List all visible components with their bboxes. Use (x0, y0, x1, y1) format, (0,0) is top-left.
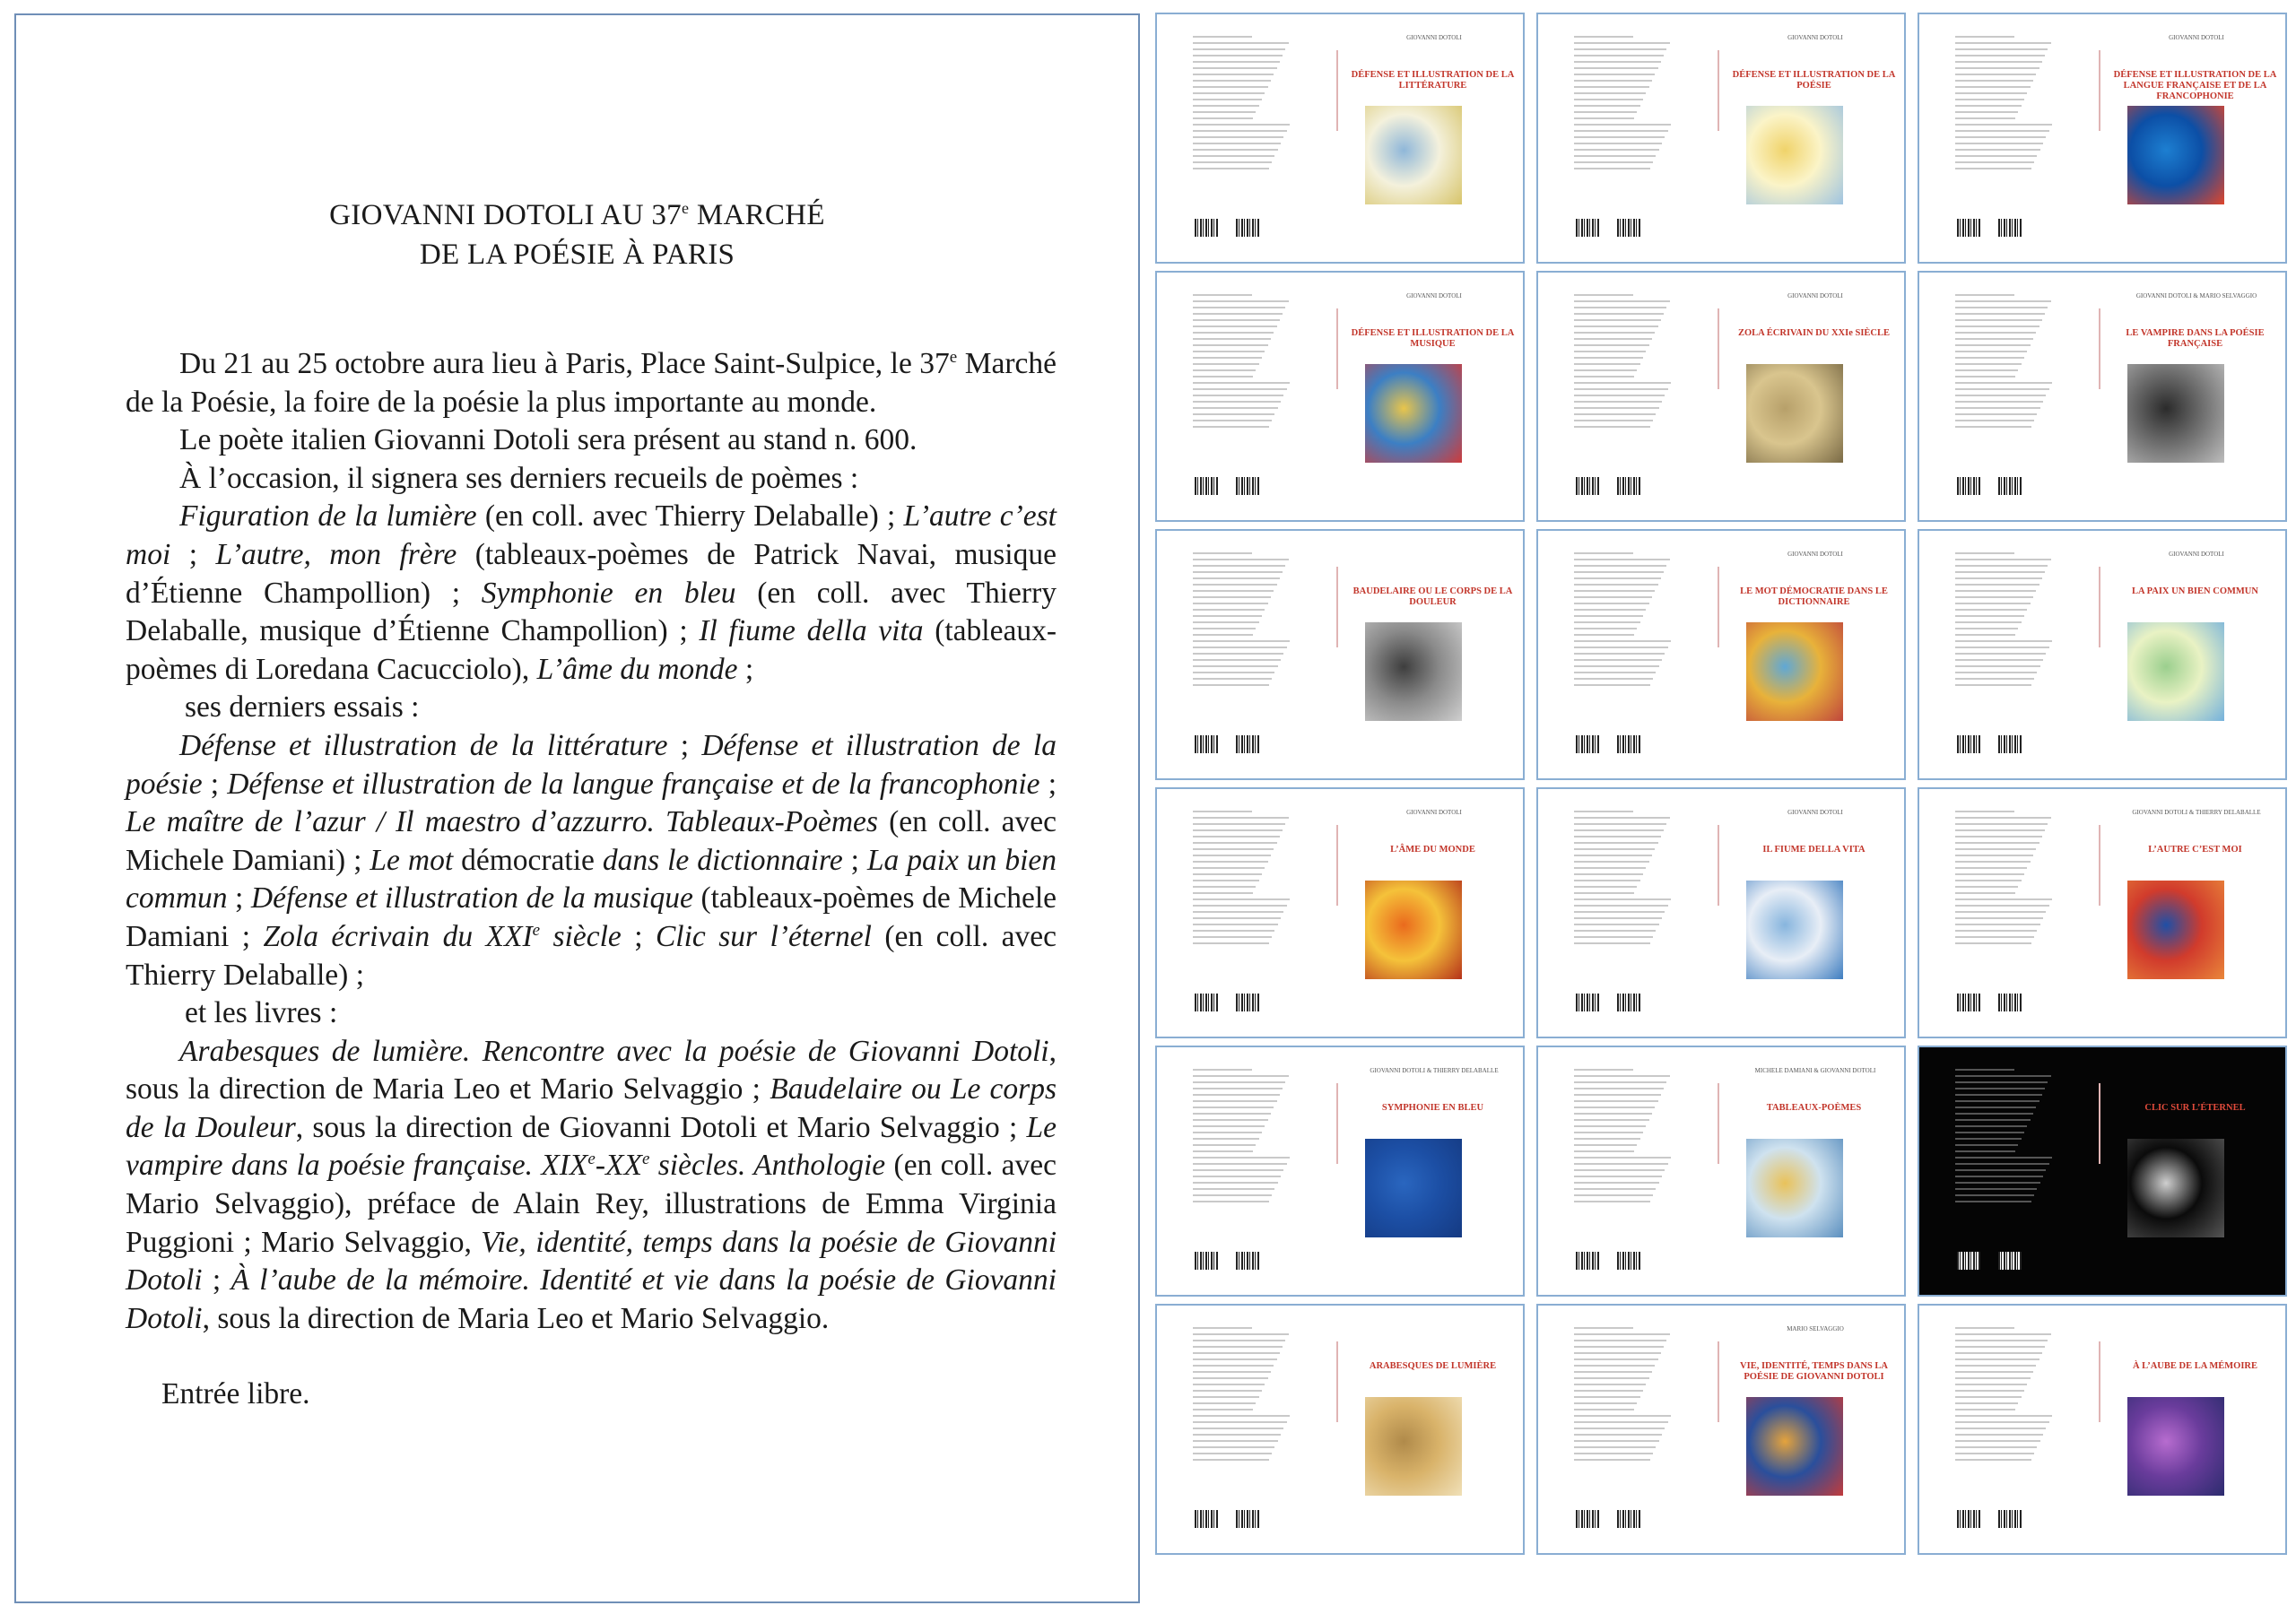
book-author: GIOVANNI DOTOLI (1406, 292, 1462, 299)
back-cover-text (1193, 294, 1292, 432)
book-spine (1336, 1341, 1338, 1422)
back-cover-text (1574, 811, 1673, 949)
back-cover-text (1193, 36, 1292, 174)
cover-illustration (1365, 106, 1462, 204)
barcode-icon (1195, 735, 1259, 753)
cover-illustration (1365, 622, 1462, 721)
book-spine (1336, 1083, 1338, 1164)
paragraph-books: Arabesques de lumière. Rencontre avec la poésie de Giovanni Dotoli, sous la direction de Maria Leo et Mario Selvaggio ; Baudelaire ou Le corps de la Douleur, sous la direction de Giovanni Dotoli et Mario Selvaggio ; Le vampire dans la poésie française. XIXe-XXe siècles. Anthologie (en coll. avec Mario Selvaggio), préface de Alain Rey, illustrations de Emma Virginia Puggioni ; Mario Selvaggio, Vie, identité, temps dans la poésie de Giovanni Dotoli ; À l’aube de la mémoire. Identité et vie dans la poésie de Giovanni Dotoli, sous la direction de Maria Leo et Mario Selvaggio. (126, 1034, 1057, 1335)
book-title: LE MOT DÉMOCRATIE DANS LE DICTIONNAIRE (1740, 586, 1888, 607)
back-cover-text (1955, 36, 2054, 174)
book-title: VIE, IDENTITÉ, TEMPS DANS LA POÉSIE DE GIOVANNI DOTOLI (1740, 1361, 1888, 1382)
book-spine (1336, 308, 1338, 389)
book-spine (1718, 1083, 1719, 1164)
book-cover (1918, 529, 2287, 780)
book-spine (2099, 50, 2100, 131)
press-release-panel (14, 13, 1140, 1603)
cover-illustration (2127, 364, 2224, 463)
cover-illustration (1746, 106, 1843, 204)
book-cover (1536, 271, 1906, 522)
book-title: TABLEAUX-POÈMES (1766, 1103, 1862, 1113)
paragraph-intro: Du 21 au 25 octobre aura lieu à Paris, Place Saint-Sulpice, le 37e Marché de la Poésie, la foire de la poésie la plus importante au monde. (126, 347, 1057, 419)
book-title: BAUDELAIRE OU LE CORPS DE LA DOULEUR (1352, 586, 1513, 607)
barcode-icon (1195, 994, 1259, 1011)
cover-illustration (1746, 622, 1843, 721)
book-author: GIOVANNI DOTOLI & MARIO SELVAGGIO (2135, 292, 2257, 299)
back-cover-text (1955, 1327, 2054, 1465)
barcode-icon (1957, 477, 2022, 495)
cover-illustration (1746, 1139, 1843, 1237)
paragraph-books-label: et les livres : (185, 996, 338, 1030)
barcode-icon (1195, 1510, 1259, 1528)
book-spine (1718, 825, 1719, 906)
book-cover (1918, 13, 2287, 264)
book-author: GIOVANNI DOTOLI (1787, 292, 1843, 299)
book-spine (1718, 567, 1719, 647)
book-spine (1336, 825, 1338, 906)
barcode-icon (1957, 994, 2022, 1011)
book-title: ARABESQUES DE LUMIÈRE (1369, 1361, 1497, 1371)
back-cover-text (1955, 1069, 2054, 1207)
back-cover-text (1574, 36, 1673, 174)
barcode-icon (1576, 219, 1640, 237)
barcode-icon (1576, 477, 1640, 495)
back-cover-text (1193, 1327, 1292, 1465)
book-cover (1536, 13, 1906, 264)
back-cover-text (1574, 552, 1673, 690)
barcode-icon (1957, 735, 2022, 753)
book-cover-grid (1155, 13, 2287, 1610)
barcode-icon (1195, 219, 1259, 237)
book-title: SYMPHONIE EN BLEU (1381, 1103, 1484, 1113)
book-cover (1155, 1046, 1525, 1297)
book-author: MICHELE DAMIANI & GIOVANNI DOTOLI (1754, 1067, 1876, 1074)
back-cover-text (1955, 552, 2054, 690)
book-cover (1155, 13, 1525, 264)
back-cover-text (1193, 552, 1292, 690)
paragraph-essays-label: ses derniers essais : (185, 690, 420, 725)
book-author: GIOVANNI DOTOLI (1787, 809, 1843, 816)
back-cover-text (1955, 294, 2054, 432)
book-title: L’ÂME DU MONDE (1390, 845, 1475, 855)
book-title: LE VAMPIRE DANS LA POÉSIE FRANÇAISE (2126, 328, 2265, 349)
book-author: MARIO SELVAGGIO (1787, 1325, 1844, 1332)
cover-illustration (1365, 1397, 1462, 1496)
book-title: DÉFENSE ET ILLUSTRATION DE LA POÉSIE (1732, 70, 1896, 91)
book-cover (1918, 1304, 2287, 1555)
book-cover (1155, 271, 1525, 522)
book-cover (1155, 1304, 1525, 1555)
book-title: ZOLA ÉCRIVAIN DU XXIe SIÈCLE (1737, 328, 1890, 338)
book-spine (2099, 825, 2100, 906)
cover-illustration (1365, 1139, 1462, 1237)
back-cover-text (1574, 1069, 1673, 1207)
book-cover (1918, 271, 2287, 522)
book-title: DÉFENSE ET ILLUSTRATION DE LA LITTÉRATURE (1351, 70, 1515, 91)
book-spine (1718, 1341, 1719, 1422)
barcode-icon (1957, 1252, 2022, 1270)
barcode-icon (1195, 477, 1259, 495)
paragraph-occasion: À l’occasion, il signera ses derniers recueils de poèmes : (179, 461, 859, 495)
book-cover (1918, 787, 2287, 1038)
book-author: GIOVANNI DOTOLI & THIERRY DELABALLE (2132, 809, 2261, 816)
press-release-body (126, 345, 1057, 1414)
book-spine (2099, 1083, 2100, 1164)
book-title: L’AUTRE C’EST MOI (2148, 845, 2242, 855)
back-cover-text (1574, 1327, 1673, 1465)
book-title: DÉFENSE ET ILLUSTRATION DE LA MUSIQUE (1351, 328, 1515, 349)
cover-illustration (1746, 364, 1843, 463)
book-spine (2099, 567, 2100, 647)
book-cover (1536, 787, 1906, 1038)
book-author: GIOVANNI DOTOLI & THIERRY DELABALLE (1370, 1067, 1499, 1074)
barcode-icon (1576, 994, 1640, 1011)
paragraph-stand: Le poète italien Giovanni Dotoli sera présent au stand n. 600. (179, 423, 918, 457)
back-cover-text (1193, 811, 1292, 949)
book-author: GIOVANNI DOTOLI (2169, 551, 2224, 558)
cover-illustration (2127, 1139, 2224, 1237)
book-cover (1155, 529, 1525, 780)
paragraph-essays: Défense et illustration de la littérature ; Défense et illustration de la poésie ; Défense et illustration de la langue française et de la francophonie ; Le maître de l’azur / Il maestro d’azzurro. Tableaux-Poèmes (en coll. avec Michele Damiani) ; Le mot démocratie dans le dictionnaire ; La paix un bien commun ; Défense et illustration de la musique (tableaux-poèmes de Michele Damiani ; Zola écrivain du XXIe siècle ; Clic sur l’éternel (en coll. avec Thierry Delaballe) ; (126, 728, 1057, 992)
book-spine (2099, 1341, 2100, 1422)
book-author: GIOVANNI DOTOLI (1787, 551, 1843, 558)
book-cover (1536, 529, 1906, 780)
barcode-icon (1576, 1510, 1640, 1528)
barcode-icon (1576, 735, 1640, 753)
book-title: DÉFENSE ET ILLUSTRATION DE LA LANGUE FRANÇAISE ET DE LA FRANCOPHONIE (2113, 70, 2277, 101)
barcode-icon (1195, 1252, 1259, 1270)
back-cover-text (1574, 294, 1673, 432)
book-author: GIOVANNI DOTOLI (1406, 809, 1462, 816)
paragraph-poems: Figuration de la lumière (en coll. avec Thierry Delaballe) ; L’autre c’est moi ; L’autre, mon frère (tableaux-poèmes de Patrick Navai, musique d’Étienne Champollion) ; Symphonie en bleu (en coll. avec Thierry Delaballe, musique d’Étienne Champollion) ; Il fiume della vita (tableaux-poèmes di Loredana Cacucciolo), L’âme du monde ; (126, 499, 1057, 686)
book-spine (2099, 308, 2100, 389)
cover-illustration (1365, 881, 1462, 979)
book-cover (1536, 1046, 1906, 1297)
cover-illustration (2127, 1397, 2224, 1496)
book-spine (1718, 50, 1719, 131)
book-title: À L’AUBE DE LA MÉMOIRE (2132, 1361, 2258, 1371)
back-cover-text (1193, 1069, 1292, 1207)
book-cover (1155, 787, 1525, 1038)
book-title: CLIC SUR L’ÉTERNEL (2144, 1103, 2246, 1113)
page-title: GIOVANNI DOTOLI AU 37e MARCHÉ DE LA POÉSIE À PARIS (329, 199, 825, 271)
cover-illustration (2127, 622, 2224, 721)
cover-illustration (2127, 106, 2224, 204)
cover-illustration (1746, 1397, 1843, 1496)
book-author: GIOVANNI DOTOLI (1406, 34, 1462, 41)
barcode-icon (1576, 1252, 1640, 1270)
barcode-icon (1957, 219, 2022, 237)
entry-note: Entrée libre. (161, 1377, 310, 1411)
barcode-icon (1957, 1510, 2022, 1528)
book-title: LA PAIX UN BIEN COMMUN (2132, 586, 2258, 596)
book-spine (1336, 50, 1338, 131)
book-author: GIOVANNI DOTOLI (1787, 34, 1843, 41)
book-spine (1718, 308, 1719, 389)
book-cover (1918, 1046, 2287, 1297)
cover-illustration (2127, 881, 2224, 979)
cover-illustration (1746, 881, 1843, 979)
back-cover-text (1955, 811, 2054, 949)
book-author: GIOVANNI DOTOLI (2169, 34, 2224, 41)
book-cover (1536, 1304, 1906, 1555)
book-spine (1336, 567, 1338, 647)
book-title: IL FIUME DELLA VITA (1762, 845, 1866, 855)
cover-illustration (1365, 364, 1462, 463)
